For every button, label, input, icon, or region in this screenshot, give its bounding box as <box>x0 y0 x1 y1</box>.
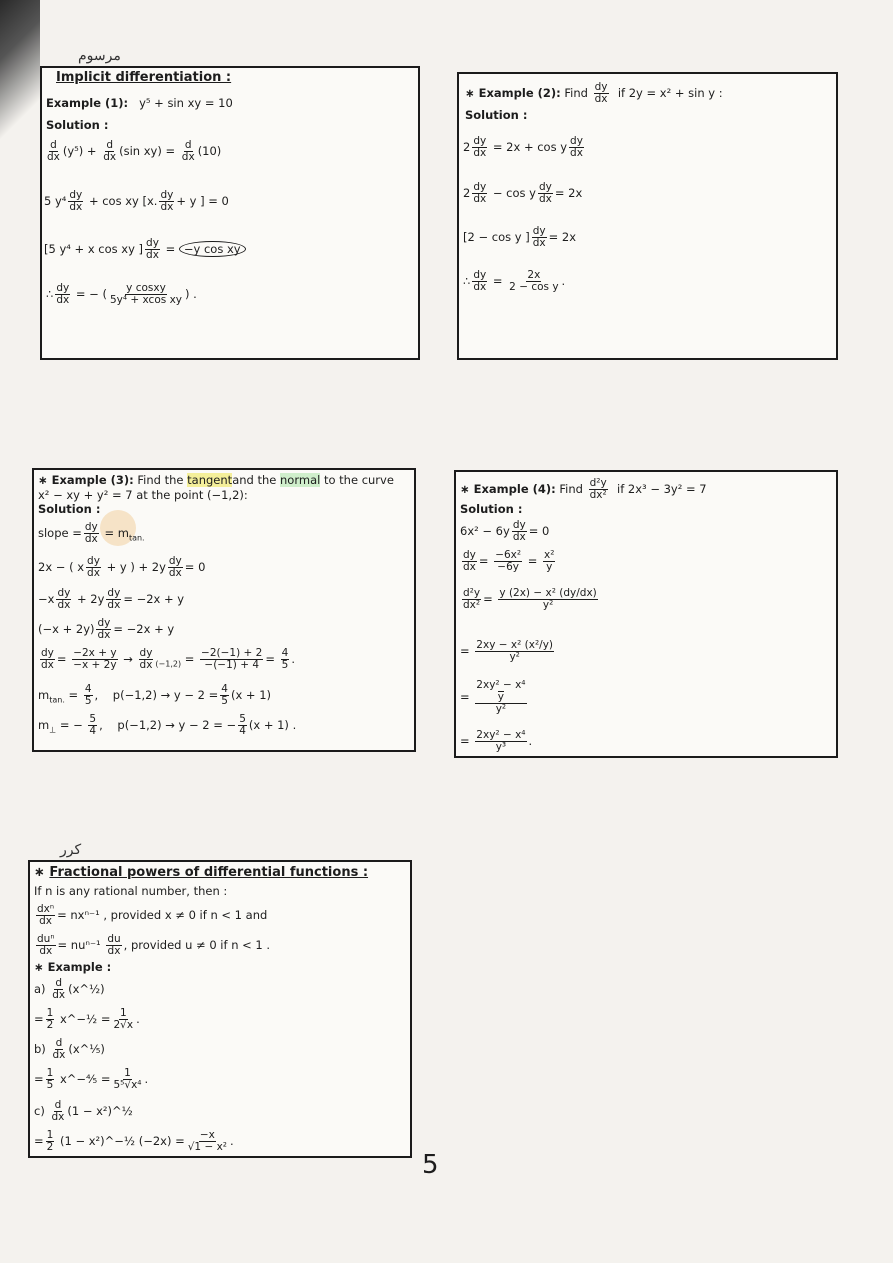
example-b-1: b) $\frac{d}{dx}$ (x^⅕) <box>34 1037 105 1061</box>
example-3-box <box>32 468 416 752</box>
ex3-line-7: $m_\perp$ = − $\frac{5}{4}$ , p(−1,2) → y − 2 = − $\frac{5}{4}$ (x + 1) . <box>38 713 297 737</box>
solution-label: Solution : <box>38 502 101 516</box>
ex2-line-1: 2 $\frac{dy}{dx}$ = 2x + cos y $\frac{dy}{dx}$ <box>463 135 583 159</box>
section-title: Implicit differentiation : <box>56 70 232 85</box>
circled-term: −y cos xy <box>179 241 246 257</box>
ex3-line-2: 2x − ( x $\frac{dy}{dx}$ + y ) + 2y $\frac{dy}{dx}$ = 0 <box>38 555 206 579</box>
power-rule-u: $\frac{\text{duⁿ}}{dx}$ = nuⁿ⁻¹ $\frac{du}{dx}$ , provided u ≠ 0 if n < 1 . <box>37 933 271 957</box>
example-a-2: = $\frac{1}{2}$ x^−½ = $\frac{1}{2√x}$ . <box>34 1007 140 1031</box>
power-rule-x: $\frac{\text{dxⁿ}}{dx}$ = nxⁿ⁻¹ , provided x ≠ 0 if n < 1 and <box>37 903 268 927</box>
example-4-heading: ∗ Example (4): Find $\frac{\text{d²y}}{\text{dx²}}$ if 2x³ − 3y² = 7 <box>460 477 707 501</box>
ex4-line-4: = $\frac{\text{2xy − x² (x²/y)}}{\text{y²}}$ <box>460 639 554 663</box>
ex3-line-5: $\frac{dy}{dx}$ = $\frac{-2x + y}{-x + 2y}$ → $\frac{dy}{dx}$ $_{(-1,2)}$ = $\frac{-2(-1) + 2}{-(-1) + 4}$ = $\frac{4}{5}$ . <box>41 647 295 671</box>
ex4-line-1: 6x² − 6y $\frac{dy}{dx}$ = 0 <box>460 519 550 543</box>
example-3-heading: ∗ Example (3): Find the tangentand the normal to the curve <box>38 473 394 487</box>
handwritten-note-2: كرر <box>60 842 82 858</box>
ex4-line-3: $\frac{\text{d²y}}{\text{dx²}}$ = $\frac{\text{y (2x) − x² (dy/dx)}}{\text{y²}}$ <box>463 587 597 611</box>
page-edge-shadow <box>0 0 40 160</box>
ex3-line-3: −x $\frac{dy}{dx}$ + 2y $\frac{dy}{dx}$ = −2x + y <box>38 587 185 611</box>
ex3-line-1: slope = $\frac{dy}{dx}$ = $m_{tan.}$ <box>38 521 145 545</box>
ex1-line-4: ∴ $\frac{dy}{dx}$ = − ( $\frac{\text{y cosxy}}{\text{5y⁴ + xcos xy}}$ ) . <box>46 282 197 306</box>
ex3-line-6: $m_{tan.}$ = $\frac{4}{5}$ , p(−1,2) → y − 2 = $\frac{4}{5}$ (x + 1) <box>38 683 272 707</box>
example-a-1: a) $\frac{d}{dx}$ (x^½) <box>34 977 105 1001</box>
example-2-box <box>457 72 838 360</box>
ex1-line-1: $\frac{d}{dx}$ (y⁵) + $\frac{d}{dx}$ (sin xy) = $\frac{d}{dx}$ (10) <box>47 139 222 163</box>
ex2-line-2: 2 $\frac{dy}{dx}$ − cos y $\frac{dy}{dx}$ = 2x <box>463 181 583 205</box>
page-number: 5 <box>422 1150 439 1180</box>
curve-statement: x² − xy + y² = 7 at the point (−1,2): <box>38 488 248 502</box>
example-2-heading: ∗ Example (2): Find $\frac{dy}{dx}$ if 2y = x² + sin y : <box>465 81 723 105</box>
ex2-line-4: ∴ $\frac{dy}{dx}$ = $\frac{2x}{\text{2 − cos y}}$ . <box>463 269 566 293</box>
fractional-powers-box <box>28 860 412 1158</box>
ex1-line-2: 5 y⁴ $\frac{dy}{dx}$ + cos xy [x. $\frac{dy}{dx}$ + y ] = 0 <box>44 189 229 213</box>
implicit-differentiation-box <box>40 66 420 360</box>
example-1-heading: Example (1): y⁵ + sin xy = 10 <box>46 96 233 110</box>
section-title: ∗ Fractional powers of differential functions : <box>34 865 369 880</box>
handwritten-note-1: مرسوم <box>78 48 121 64</box>
example-label: ∗ Example : <box>34 960 112 974</box>
ex2-line-3: [2 − cos y ] $\frac{dy}{dx}$ = 2x <box>463 225 577 249</box>
example-b-2: = $\frac{1}{5}$ x^−⅘ = $\frac{1}{\text{5⁵√x⁴}}$ . <box>34 1067 149 1091</box>
solution-label: Solution : <box>460 502 523 516</box>
example-c-2: = $\frac{1}{2}$ (1 − x²)^−½ (−2x) = $\frac{-x}{\text{√1 − x²}}$ . <box>34 1129 234 1153</box>
ex3-line-4: (−x + 2y) $\frac{dy}{dx}$ = −2x + y <box>38 617 175 641</box>
ex4-line-5: = 2xy² − x⁴ y y² <box>460 679 526 715</box>
solution-label: Solution : <box>46 118 109 132</box>
example-c-1: c) $\frac{d}{dx}$ (1 − x²)^½ <box>34 1099 133 1123</box>
solution-label: Solution : <box>465 108 528 122</box>
example-4-box <box>454 470 838 758</box>
ex4-line-6: = $\frac{\text{2xy² − x⁴}}{\text{y³}}$ . <box>460 729 533 753</box>
ex1-line-3: [5 y⁴ + x cos xy ] $\frac{dy}{dx}$ = −y cos xy <box>44 238 246 261</box>
ex4-line-2: $\frac{dy}{dx}$ = $\frac{\text{−6x²}}{-6y}$ = $\frac{\text{x²}}{y}$ <box>463 549 555 573</box>
rule-intro: If n is any rational number, then : <box>34 884 228 898</box>
